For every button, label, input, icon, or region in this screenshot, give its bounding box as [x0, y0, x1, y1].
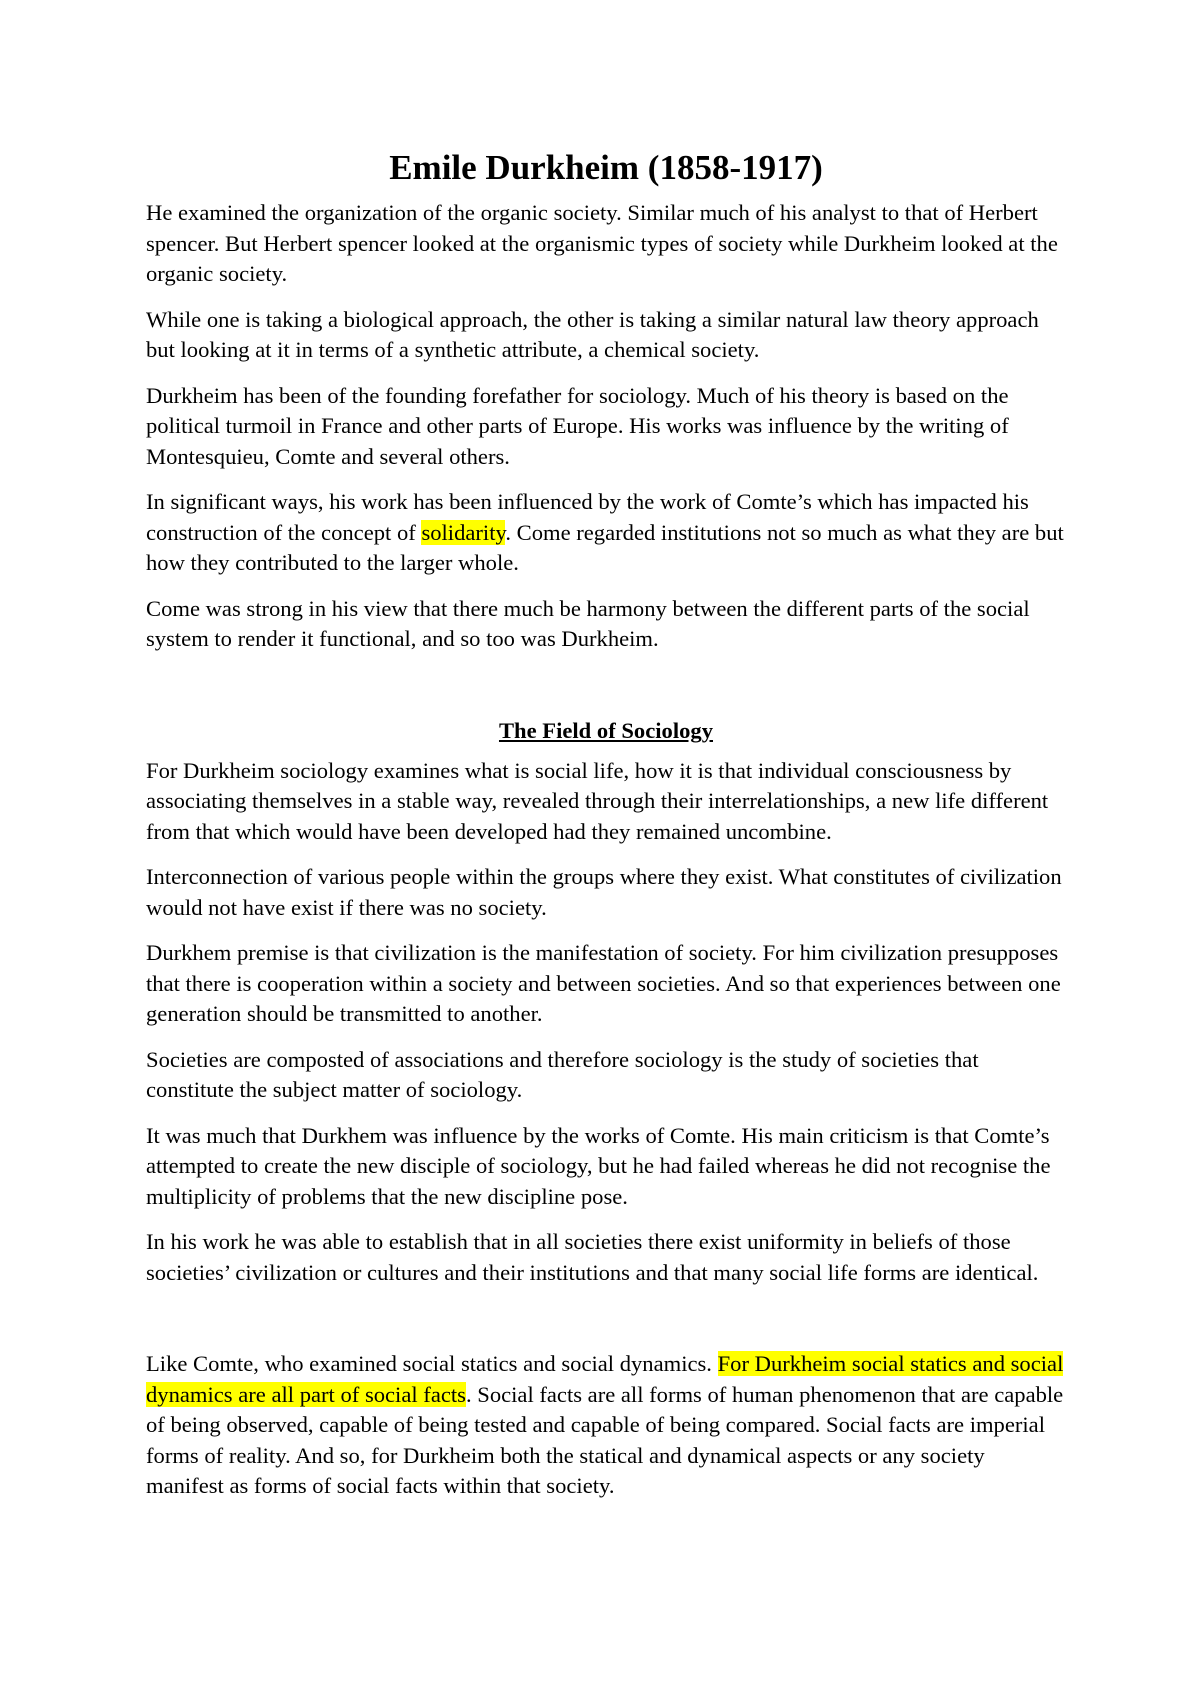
paragraph-spacer [146, 1303, 1066, 1349]
section-paragraph-6: In his work he was able to establish that in all societies there exist uniformity in beliefs of those societies’ civilization or cultures and their institutions and that many social life forms are identical. [146, 1229, 1039, 1285]
section-paragraph-3: Durkhem premise is that civilization is the manifestation of society. For him civilization presupposes that there is cooperation within a society and between societies. And so that experiences between one generation should be transmitted to another. [146, 940, 1061, 1026]
section-paragraph-2: Interconnection of various people within the groups where they exist. What constitutes of civilization would not have exist if there was no society. [146, 864, 1062, 920]
highlighted-solidarity: solidarity [421, 519, 506, 545]
social-facts-text-before: Like Comte, who examined social statics and social dynamics. [146, 1351, 718, 1376]
intro-paragraph-3: Durkheim has been of the founding forefather for sociology. Much of his theory is based on the political turmoil in France and other parts of Europe. His works was influence by the writing of Montesquieu, Comte and several others. [146, 382, 1009, 469]
harmony-paragraph: Come was strong in his view that there much be harmony between the different parts of the social system to render it functional, and so too was Durkheim. [146, 595, 1030, 651]
section-spacer [146, 670, 1066, 716]
section-paragraph-5: It was much that Durkhem was influence by the works of Comte. His main criticism is that Comte’s attempted to create the new disciple of sociology, but he had failed whereas he did not recognise the multiplicity of problems that the new discipline pose. [146, 1122, 1051, 1209]
solidarity-paragraph [146, 487, 1066, 579]
highlighted-social-facts: For Durkheim social statics and social dynamics are all part of social facts [146, 1351, 1064, 1407]
section-paragraph-4: Societies are composted of associations and therefore sociology is the study of societies that constitute the subject matter of sociology. [146, 1046, 979, 1102]
page-title: Emile Durkheim (1858-1917) [389, 148, 823, 187]
solidarity-text-after: . Come regarded institutions not so much as what they are but how they contributed to the larger whole. [146, 519, 1064, 575]
intro-paragraph-1: He examined the organization of the organic society. Similar much of his analyst to that of Herbert spencer. But Herbert spencer looked at the organismic types of society while Durkheim looked at the organic society. [146, 200, 1058, 286]
document-body [146, 146, 1066, 1517]
solidarity-text-before: In significant ways, his work has been influenced by the work of Comte’s which has impacted his construction of the concept of [146, 489, 1029, 545]
social-facts-text-after: . Social facts are all forms of human phenomenon that are capable of being observed, capable of being tested and capable of being compared. Social facts are imperial forms of reality. And so, for Durkheim both the statical and dynamical aspects or any society manifest as forms of social facts within that society. [146, 1381, 1064, 1498]
social-facts-paragraph [146, 1349, 1066, 1502]
section-heading: The Field of Sociology [498, 717, 713, 743]
intro-paragraph-2: While one is taking a biological approach, the other is taking a similar natural law theory approach but looking at it in terms of a synthetic attribute, a chemical society. [146, 306, 1039, 362]
section-paragraph-1: For Durkheim sociology examines what is social life, how it is that individual consciousness by associating themselves in a stable way, revealed through their interrelationships, a new life different from that which would have been developed had they remained uncombine. [146, 757, 1049, 844]
